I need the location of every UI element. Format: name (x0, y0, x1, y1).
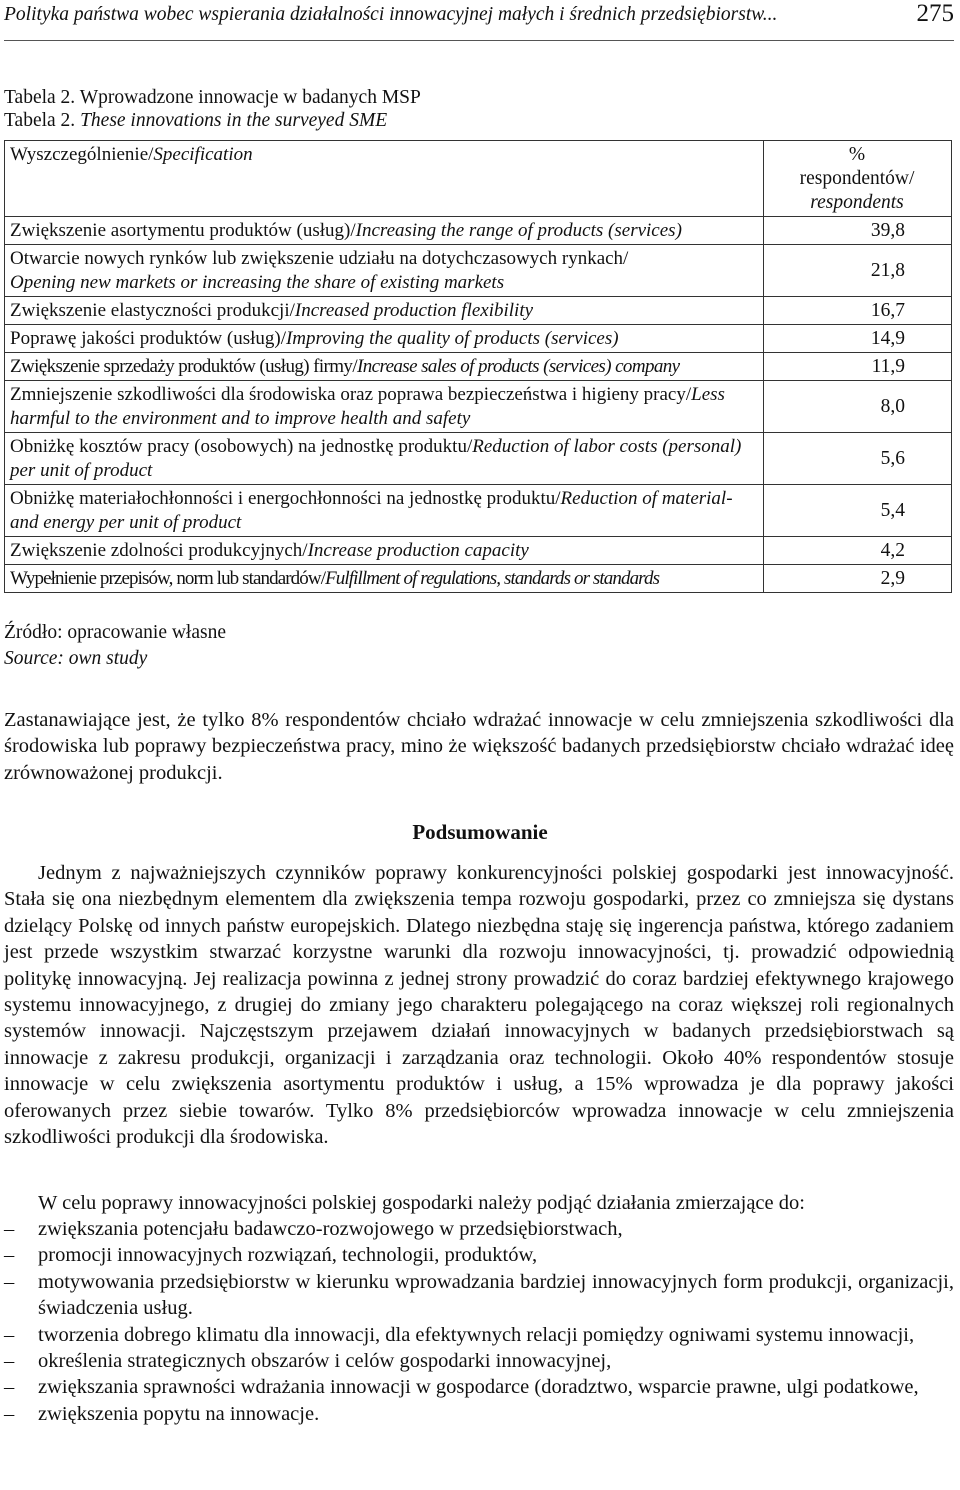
list-item (4, 1374, 954, 1400)
dash-bullet: – (4, 1402, 15, 1425)
running-header (4, 0, 954, 41)
table-header-spec (5, 141, 764, 217)
table-header-value (764, 141, 952, 217)
table-header-spec-en: Specification (153, 144, 253, 165)
table-cell-value: 5,4 (764, 485, 952, 537)
table-cell-value: 14,9 (764, 325, 952, 353)
table-cell-label-en: Increase sales of products (services) company (357, 356, 680, 377)
table-header-value-line1: % (848, 144, 866, 165)
table-row (5, 381, 952, 433)
table-caption-en-text: These innovations in the surveyed SME (80, 110, 388, 131)
table-cell-label (5, 245, 764, 297)
list-item-text: zwiększania potencjału badawczo-rozwojowego w przedsiębiorstwach, (38, 1218, 623, 1240)
table-cell-label-en: Fulfillment of regulations, standards or standards (325, 568, 660, 589)
table-row (5, 325, 952, 353)
table-header-value-line2: respondentów/ (799, 168, 915, 189)
table-cell-value: 5,6 (764, 433, 952, 485)
table-cell-label-en: Increased production flexibility (294, 300, 534, 321)
table-cell-label-pl: Zwiększenie sprzedaży produktów (usług) firmy/ (10, 356, 358, 377)
innovations-table (4, 140, 952, 593)
table-cell-label-en: Reduction of labor costs (personal) per unit of product (10, 436, 742, 481)
table-caption-pl: Tabela 2. Wprowadzone innowacje w badanych MSP (4, 87, 421, 108)
table-cell-value: 16,7 (764, 297, 952, 325)
table-source (4, 620, 226, 672)
list-item-text: motywowania przedsiębiorstw w kierunku wprowadzania bardziej innowacyjnych form produkcji, organizacji, świadczenia usług. (38, 1270, 954, 1320)
table-cell-value: 11,9 (764, 353, 952, 381)
table-row (5, 353, 952, 381)
table-cell-label-en: Reduction of material-and energy per unit of product (10, 488, 733, 533)
table-cell-label (5, 433, 764, 485)
list-item-text: zwiększania sprawności wdrażania innowacji w gospodarce (doradztwo, wsparcie prawne, ulgi podatkowe, (38, 1376, 919, 1399)
table-cell-value: 2,9 (764, 565, 952, 593)
paragraph: W celu poprawy innowacyjności polskiej gospodarki należy podjąć działania zmierzające do: (38, 1192, 805, 1214)
table-caption-en (4, 109, 421, 132)
dash-bullet: – (4, 1270, 15, 1293)
list-item (4, 1269, 954, 1322)
table-caption-en-label: Tabela 2. (4, 110, 76, 131)
table-row (5, 485, 952, 537)
table-cell-label (5, 537, 764, 565)
table-cell-value: 21,8 (764, 245, 952, 297)
table-cell-label (5, 381, 764, 433)
table-cell-label-pl: Wypełnienie przepisów, norm lub standardów/ (10, 568, 326, 589)
table-cell-label-pl: Zmniejszenie szkodliwości dla środowiska oraz poprawa bezpieczeństwa i higieny pracy/ (10, 384, 692, 405)
table-cell-label-pl: Poprawę jakości produktów (usług)/ (10, 328, 286, 349)
table-header-spec-pl: Wyszczególnienie/ (10, 144, 154, 165)
dash-bullet: – (4, 1376, 15, 1399)
table-cell-label-en: Opening new markets or increasing the share of existing markets (10, 272, 505, 293)
table-row (5, 217, 952, 245)
table-captions (4, 86, 421, 132)
table-cell-value: 4,2 (764, 537, 952, 565)
table-row (5, 433, 952, 485)
bullet-list (4, 1216, 954, 1427)
list-item (4, 1216, 954, 1242)
table-cell-label-en: Increasing the range of products (services) (355, 220, 682, 241)
list-item (4, 1348, 954, 1374)
table-cell-value: 39,8 (764, 217, 952, 245)
list-item-text: zwiększenia popytu na innowacje. (38, 1402, 320, 1425)
table-cell-label-pl: Zwiększenie zdolności produkcyjnych/ (10, 540, 308, 561)
list-item (4, 1401, 954, 1427)
table-cell-label (5, 297, 764, 325)
dash-bullet: – (4, 1323, 15, 1346)
dash-bullet: – (4, 1350, 15, 1373)
table-cell-label (5, 485, 764, 537)
paragraph: Jednym z najważniejszych czynników poprawy konkurencyjności polskiej gospodarki jest innowacyjność. Stała się ona niezbędnym elementem dla zwiększenia tempa rozwoju gospodarki, przez co zmniejsza się dystans dzielący Polskę od innych państw europejskich. Dlatego niezbędna staję się ingerencja państwa, którego zadaniem jest przede wszystkim stwarzać korzystne warunki dla rozwoju innowacyjności, tj. prowadzić odpowiednią politykę innowacyjną. Jej realizacja powinna z jednej strony prowadzić do coraz bardziej efektywnego krajowego systemu innowacyjnego, z drugiej do zmiany jego charakteru polegającego na coraz większej roli regionalnych systemów innowacji. Najczęstszym przejawem działań innowacyjnych w badanych przedsiębiorstwach są innowacje z zakresu produkcji, organizacji i zarządzania oraz technologii. Około 40% respondentów stosuje innowacje w celu zwiększenia asortymentu produktów i usług, a 15% wprowadza je dla poprawy jakości oferowanych przez siebie towarów. Tylko 8% przedsiębiorców wprowadza innowacje w celu zmniejszenia szkodliwości produkcji dla środowiska. (4, 862, 954, 1149)
table-cell-label-pl: Zwiększenie asortymentu produktów (usług)/ (10, 220, 356, 241)
table-row (5, 565, 952, 593)
table-cell-label (5, 353, 764, 381)
list-item-text: określenia strategicznych obszarów i celów gospodarki innowacyjnej, (38, 1350, 612, 1373)
source-pl: Źródło: opracowanie własne (4, 622, 227, 643)
section-heading: Podsumowanie (412, 820, 548, 844)
table-cell-value: 8,0 (764, 381, 952, 433)
source-en: Source: own study (4, 648, 148, 669)
table-row (5, 537, 952, 565)
dash-bullet: – (4, 1218, 15, 1240)
table-cell-label-en: Less harmful to the environment and to improve health and safety (10, 384, 725, 429)
table-cell-label (5, 325, 764, 353)
table-cell-label (5, 565, 764, 593)
page-number: 275 (916, 0, 954, 27)
table-header-value-line3: respondents (810, 192, 904, 213)
table-cell-label-pl: Obniżkę kosztów pracy (osobowych) na jednostkę produktu/ (10, 436, 473, 457)
list-item-text: promocji innowacyjnych rozwiązań, technologii, produktów, (38, 1244, 538, 1267)
list-item (4, 1242, 954, 1268)
table-row (5, 245, 952, 297)
paragraph: Zastanawiające jest, że tylko 8% respondentów chciało wdrażać innowacje w celu zmniejszenia szkodliwości dla środowiska lub poprawy bezpieczeństwa pracy, mino że większość badanych przedsiębiorstw chciało wdrażać ideę zrównoważonej produkcji. (4, 709, 954, 784)
table-row (5, 297, 952, 325)
list-item (4, 1322, 954, 1348)
dash-bullet: – (4, 1244, 15, 1267)
table-cell-label-pl: Obniżkę materiałochłonności i energochłonności na jednostkę produktu/ (10, 488, 561, 509)
running-title: Polityka państwa wobec wspierania działalności innowacyjnej małych i średnich przedsiębiorstw... (4, 4, 778, 25)
table-cell-label-pl: Otwarcie nowych rynków lub zwiększenie udziału na dotychczasowych rynkach/ (10, 248, 629, 269)
table-cell-label-pl: Zwiększenie elastyczności produkcji/ (10, 300, 295, 321)
table-cell-label-en: Improving the quality of products (services) (285, 328, 619, 349)
list-item-text: tworzenia dobrego klimatu dla innowacji, dla efektywnych relacji pomiędzy ogniwami systemu innowacji, (38, 1323, 915, 1346)
table-cell-label-en: Increase production capacity (307, 540, 529, 561)
table-header-row (5, 141, 952, 217)
table-cell-label (5, 217, 764, 245)
